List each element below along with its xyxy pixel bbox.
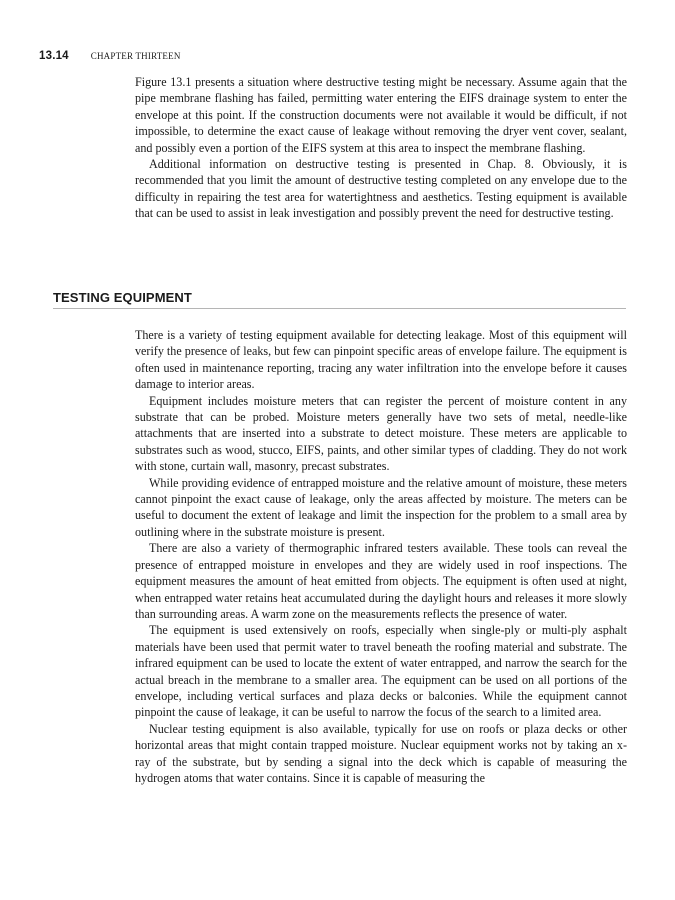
chapter-label: CHAPTER THIRTEEN (90, 51, 181, 61)
intro-paragraph: Figure 13.1 presents a situation where destructive testing might be necessary. Assume again that the pipe membrane flashing has failed, permitting water entering the EIFS drainage system to enter the envelope at this point. If the construction documents were not available it would be difficult, if not impossible, to determine the exact cause of leakage without removing the dryer vent cover, sealant, and possibly even a portion of the EIFS system at this area to inspect the membrane flashing. (135, 75, 627, 155)
section-paragraph: Nuclear testing equipment is also available, typically for use on roofs or plaza decks or other horizontal areas that might contain trapped moisture. Nuclear equipment works not by taking an x-ray of the substrate, but by sending a signal into the deck which is capable of measuring the hydrogen atoms that water contains. Since it is capable of measuring the (135, 721, 627, 785)
page-number: 13.14 (39, 50, 69, 62)
section-paragraph: While providing evidence of entrapped moisture and the relative amount of moisture, these meters cannot pinpoint the exact cause of leakage, only the areas affected by moisture. The meters can be useful to document the extent of leakage and limit the inspection for the problem to a small area by outlining where in the substrate moisture is present. (135, 475, 627, 539)
section-paragraph: The equipment is used extensively on roofs, especially when single-ply or multi-ply asphalt materials have been used that permit water to travel beneath the roofing material and substrate. The infrared equipment can be used to locate the extent of water entrapped, and narrow the search for the actual breach in the membrane to a smaller area. The equipment can be used on all portions of the envelope, including vertical surfaces and plaza decks or balconies. While the equipment cannot pinpoint the cause of leakage, it can be useful to narrow the focus of the search to a limited area. (135, 623, 627, 720)
running-header (39, 46, 181, 64)
section-heading: TESTING EQUIPMENT (53, 290, 626, 309)
section-text-block (135, 327, 627, 786)
intro-text-block (135, 74, 627, 222)
section-paragraph: There is a variety of testing equipment available for detecting leakage. Most of this equipment will verify the presence of leaks, but few can pinpoint specific areas of envelope failure. The equipment is often used in maintenance reporting, tracing any water infiltration into the envelope before it causes damage to interior areas. (135, 328, 627, 392)
section-paragraph: Equipment includes moisture meters that can register the percent of moisture content in any substrate that can be probed. Moisture meters generally have two sets of metal, needle-like attachments that are inserted into a substrate to detect moisture. These meters are applicable to substrates such as wood, stucco, EIFS, paints, and other similar types of cladding. They do not work with stone, curtain wall, masonry, precast substrates. (135, 393, 627, 474)
intro-paragraph: Additional information on destructive testing is presented in Chap. 8. Obviously, it is recommended that you limit the amount of destructive testing completed on any envelope due to the difficulty in repairing the test area for watertightness and aesthetics. Testing equipment is available that can be used to assist in leak investigation and possibly prevent the need for destructive testing. (135, 157, 627, 221)
section-paragraph: There are also a variety of thermographic infrared testers available. These tools can reveal the presence of entrapped moisture in envelopes and they are widely used in roof inspections. The equipment measures the amount of heat emitted from objects. The equipment is often used at night, when entrapped water retains heat accumulated during the daylight hours and releases it more slowly than surrounding areas. A warm zone on the measurements reflects the presence of water. (135, 541, 627, 621)
